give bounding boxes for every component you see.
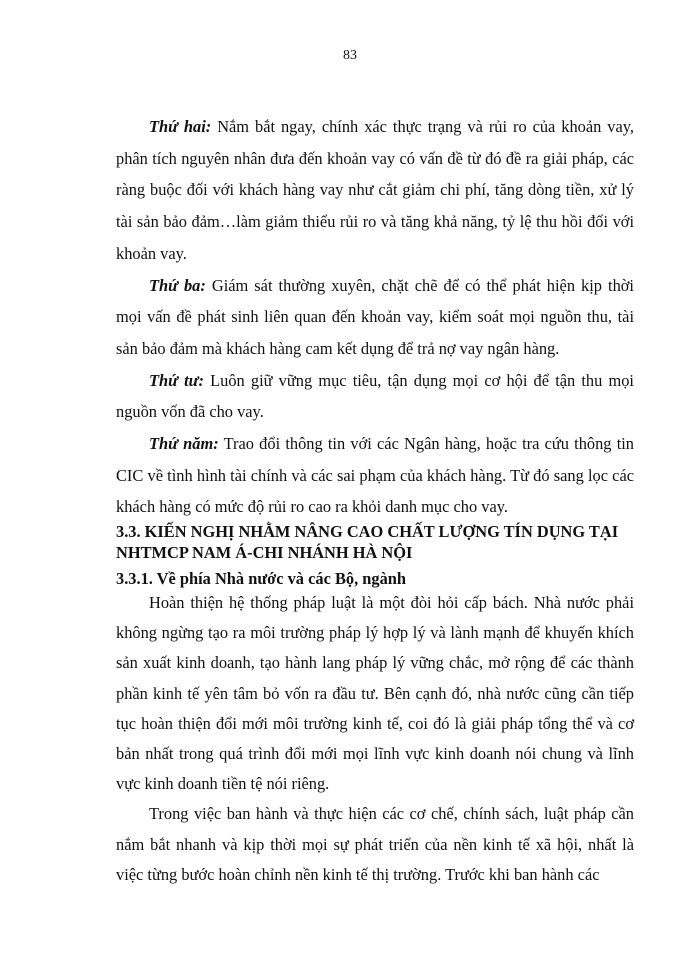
paragraph-policy: Trong việc ban hành và thực hiện các cơ chế, chính sách, luật pháp cần nắm bắt nhanh và kịp thời mọi sự phát triển của nền kinh tế xã hội, nhất là việc từng bước hoàn chỉnh nền kinh tế thị trường. Trước khi ban hành các: [116, 804, 634, 884]
paragraph-thu-nam: [116, 428, 634, 523]
page-number: 83: [343, 48, 357, 63]
paragraph-thu-ba: [116, 270, 634, 365]
paragraph-text: Trao đổi thông tin với các Ngân hàng, hoặc tra cứu thông tin CIC về tình hình tài chính và các sai phạm của khách hàng. Từ đó sang lọc các khách hàng có mức độ rủi ro cao ra khỏi danh mục cho vay.: [116, 434, 634, 517]
paragraph-text: Nắm bắt ngay, chính xác thực trạng và rủi ro của khoản vay, phân tích nguyên nhân đưa đến khoản vay có vấn đề từ đó đề ra giải pháp, các ràng buộc đối với khách hàng vay như cắt giảm chi phí, tăng dòng tiền, xử lý tài sản bảo đảm…làm giảm thiểu rủi ro và tăng khả năng, tỷ lệ thu hồi đối với khoản vay.: [116, 117, 635, 263]
bottom-paragraphs: [116, 588, 634, 890]
paragraph-lead: Thứ tư:: [149, 370, 204, 390]
paragraph-thu-hai: [116, 111, 634, 270]
section-heading: 3.3. KIẾN NGHỊ NHẰM NÂNG CAO CHẤT LƯỢNG TÍN DỤNG TẠI NHTMCP NAM Á-CHI NHÁNH HÀ NỘI: [116, 522, 619, 562]
paragraph-lead: Thứ hai:: [149, 117, 212, 136]
paragraph-lead: Thứ ba:: [149, 275, 206, 295]
subsection-heading: 3.3.1. Về phía Nhà nước và các Bộ, ngành: [116, 569, 407, 588]
paragraph-text: Giám sát thường xuyên, chặt chẽ để có thể phát hiện kịp thời mọi vấn đề phát sinh liên quan đến khoản vay, kiểm soát mọi nguồn thu, tài sản bảo đảm mà khách hàng cam kết dụng để trả nợ vay ngân hàng.: [116, 275, 634, 358]
paragraph-thu-tu: [116, 365, 634, 428]
paragraph-legal-system: Hoàn thiện hệ thống pháp luật là một đòi hỏi cấp bách. Nhà nước phải không ngừng tạo ra môi trường pháp lý hợp lý và lành mạnh để khuyến khích sản xuất kinh doanh, tạo hành lang pháp lý vững chắc, mở rộng để các thành phần kinh tế yên tâm bỏ vốn ra đầu tư. Bên cạnh đó, nhà nước cũng cần tiếp tục hoàn thiện đổi mới môi trường kinh tế, coi đó là giải pháp tổng thể và cơ bản nhất trong quá trình đổi mới mọi lĩnh vực kinh doanh nói chung và lĩnh vực kinh doanh tiền tệ nói riêng.: [116, 593, 634, 794]
paragraph-lead: Thứ năm:: [149, 434, 219, 454]
paragraph-text: Luôn giữ vững mục tiêu, tận dụng mọi cơ hội để tận thu mọi nguồn vốn đã cho vay.: [116, 370, 634, 422]
top-paragraphs: [116, 111, 634, 523]
